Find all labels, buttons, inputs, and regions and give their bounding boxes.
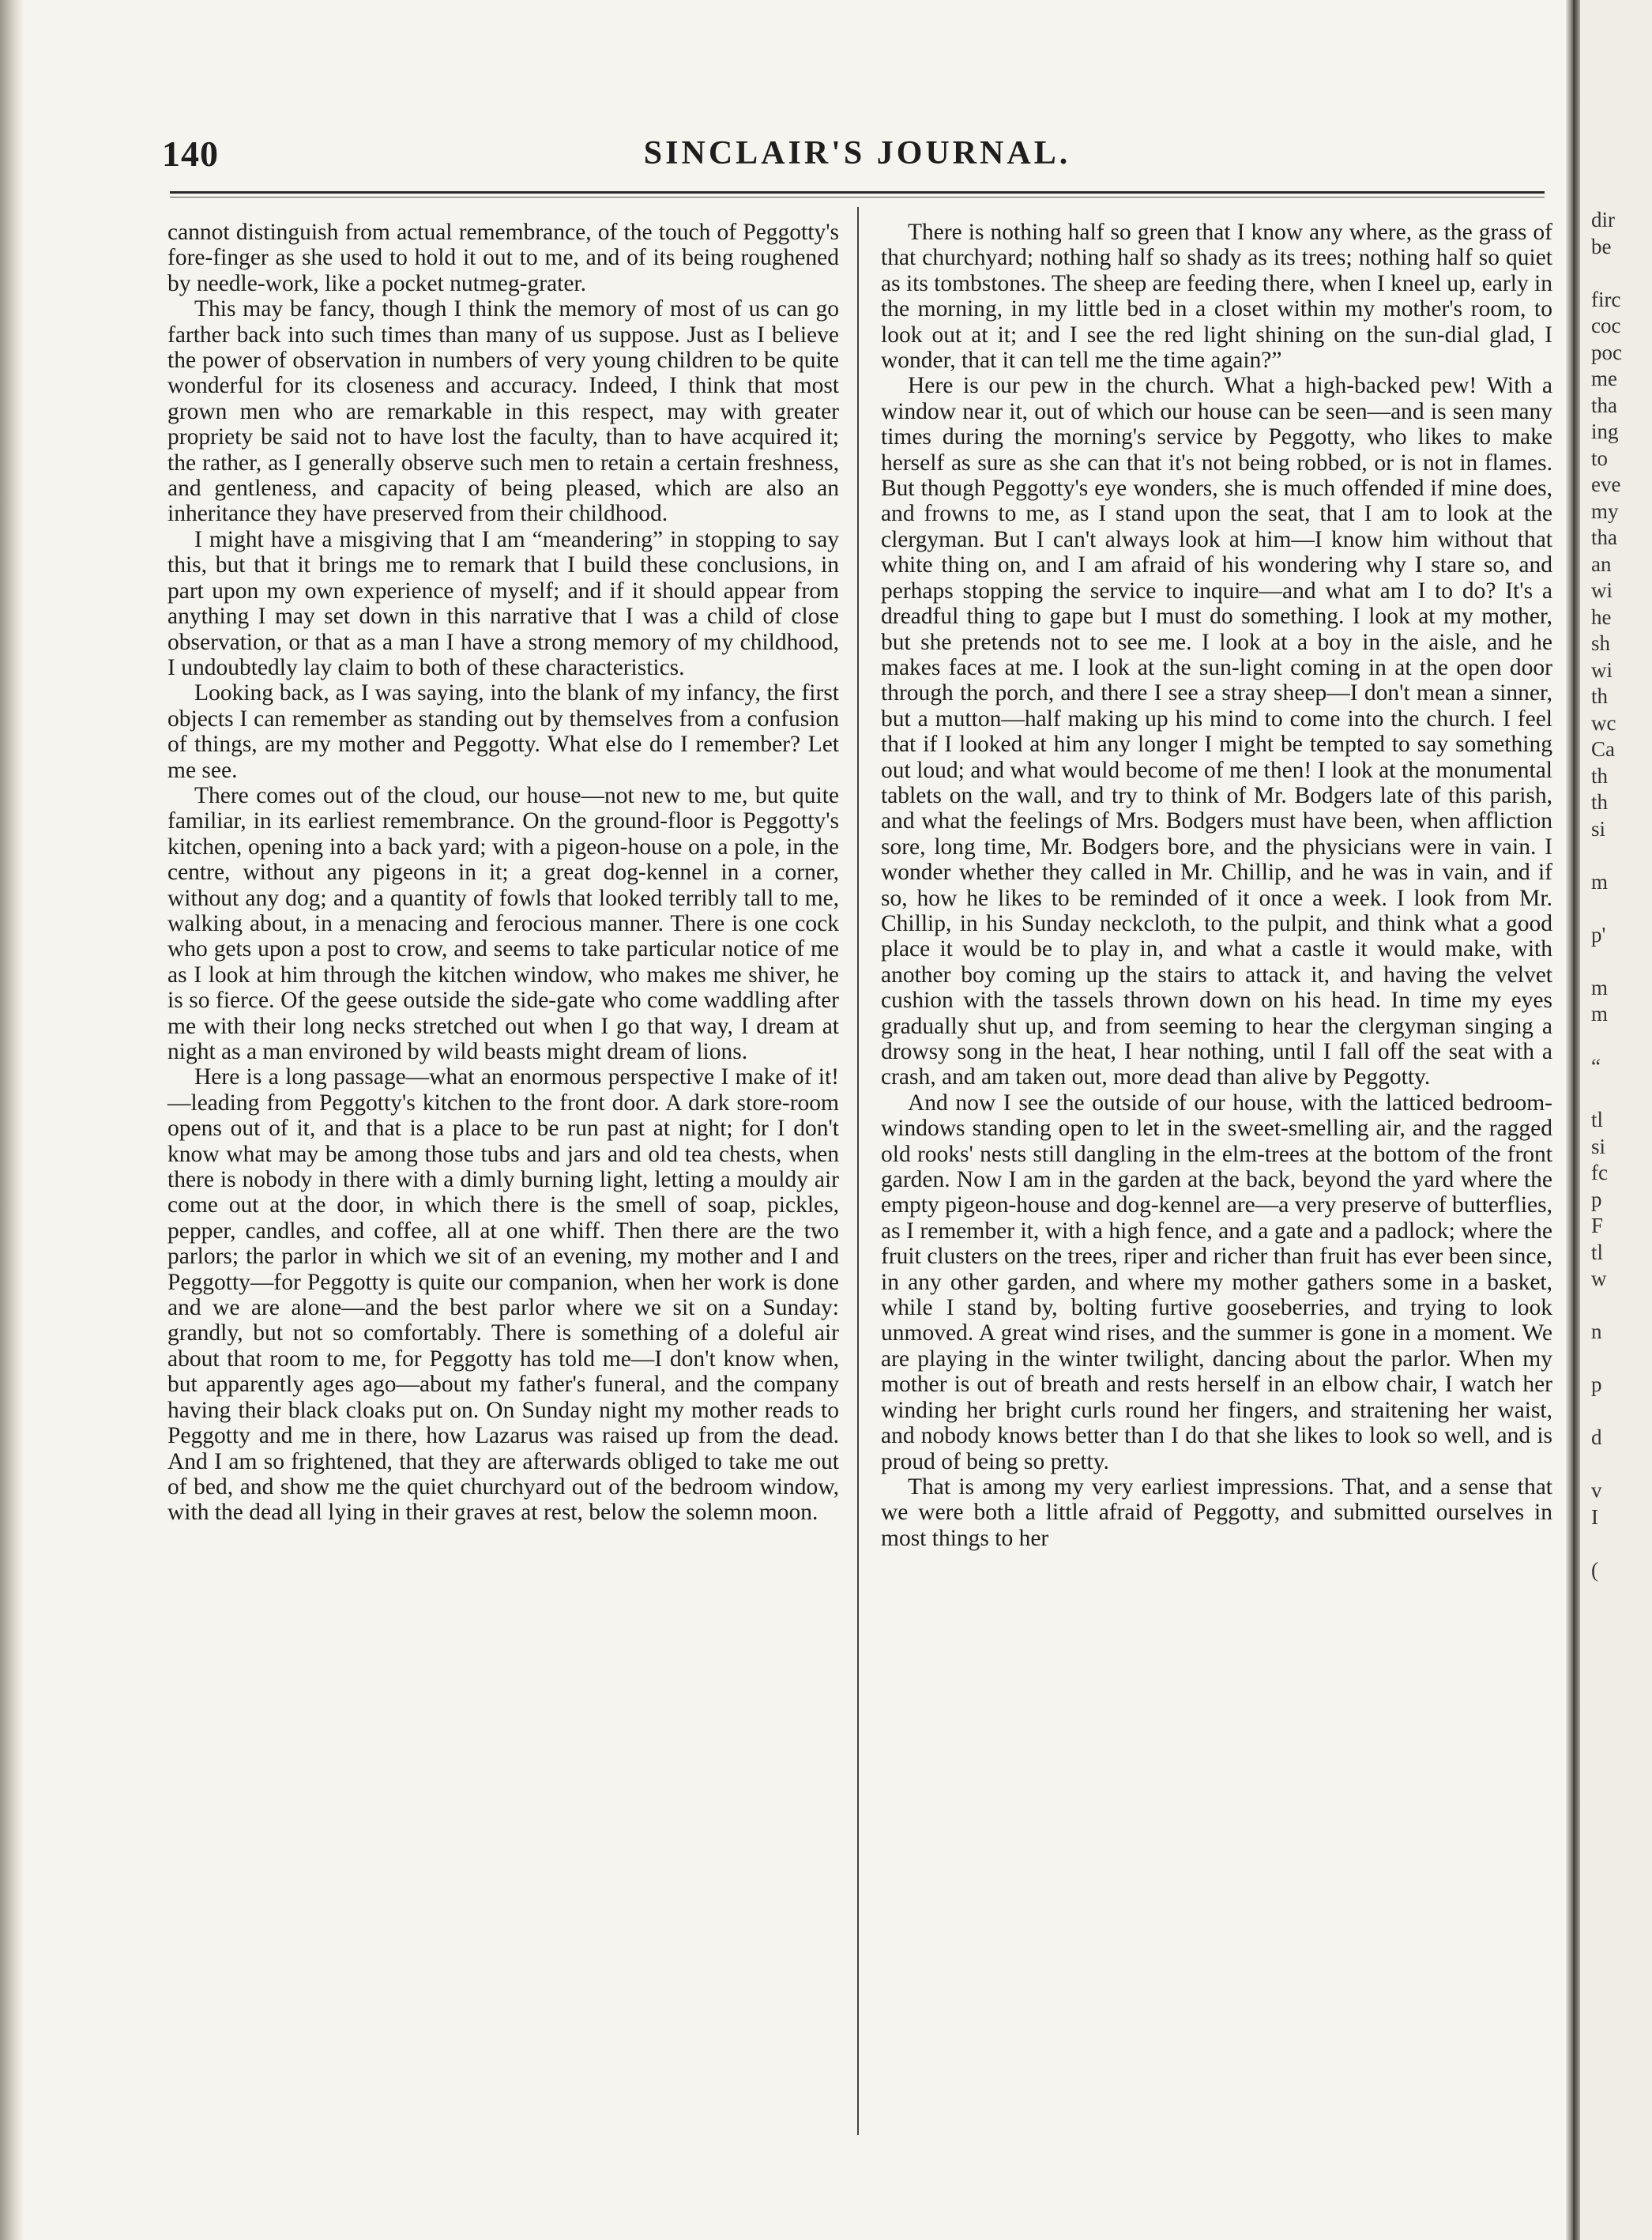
header-rule (170, 191, 1545, 194)
page-header (162, 133, 1552, 180)
next-page-fragment: to (1591, 446, 1609, 470)
next-page-fragment: p (1591, 1372, 1602, 1396)
next-page-fragment: si (1591, 1134, 1606, 1158)
next-page-fragment: dir (1591, 208, 1615, 232)
next-page-fragment: w (1591, 1267, 1607, 1290)
next-page-fragment: F (1591, 1214, 1604, 1237)
next-page-fragment: eve (1591, 472, 1621, 496)
next-page-fragment: ing (1591, 420, 1619, 443)
next-page-fragment: “ (1591, 1055, 1601, 1079)
paragraph: Here is a long passage—what an enormous perspective I make of it!—leading from Peggotty's kitchen to the front door. A dark store-room opens out of it, and that is a place to be run past at night; for I don't know what may be among those tubs and jars and old tea chests, when there is nobody in there with a dimly burning light, letting a mouldy air come out at the door, in which there is the smell of soap, pickles, pepper, candles, and coffee, all at one whiff. Then there are the two parlors; the parlor in which we sit of an evening, my mother and I and Peggotty—for Peggotty is quite our companion, when her work is done and we are alone—and the best parlor where we sit on a Sunday: grandly, but not so comfortably. There is something of a doleful air about that room to me, for Peggotty has told me—I don't know when, but apparently ages ago—about my father's funeral, and the company having their black cloaks put on. On Sunday night my mother reads to Peggotty and me in there, how Lazarus was raised up from the dead. And I am so frightened, that they are afterwards obliged to take me out of bed, and show me the quiet churchyard out of the bedroom window, with the dead all lying in their graves at rest, below the solemn moon. (167, 1064, 839, 1526)
next-page-fragment: wi (1591, 657, 1612, 682)
next-page-fragment: my (1591, 499, 1619, 523)
next-page-fragment: wi (1591, 578, 1612, 602)
paragraph: I might have a misgiving that I am “meandering” in stopping to say this, but that it brings me to remark that I build these conclusions, in part upon my own experience of myself; and if it should appear from anything I may set down in this narrative that I was a child of close observation, or that as a man I have a strong memory of my childhood, I undoubtedly lay claim to both of these characteristics. (167, 526, 839, 680)
next-page-fragment: coc (1591, 314, 1621, 337)
next-page-fragment: v (1591, 1478, 1602, 1502)
next-page-fragment: p' (1591, 922, 1606, 947)
left-column (167, 220, 839, 1526)
page-number: 140 (162, 134, 219, 174)
next-page-fragment: tl (1591, 1240, 1604, 1264)
next-page-fragment: he (1591, 604, 1612, 629)
next-page-fragment: m (1591, 869, 1609, 894)
next-page-fragment: wc (1591, 710, 1616, 735)
paragraph: Looking back, as I was saying, into the blank of my infancy, the first objects I can remember as standing out by themselves from a confusion of things, are my mother and Peggotty. What else do I remember? Let me see. (167, 680, 839, 783)
next-page-fragment: tha (1591, 525, 1617, 549)
next-page-fragment: th (1591, 763, 1609, 788)
paragraph: This may be fancy, though I think the memory of most of us can go farther back into such times than many of us suppose. Just as I believe the power of observation in numbers of very young children to be quite wonderful for its closeness and accuracy. Indeed, I think that most grown men who are remarkable in this respect, may with greater propriety be said not to have lost the faculty, than to have acquired it; the rather, as I generally observe such men to retain a certain freshness, and gentleness, and capacity of being pleased, which are also an inheritance they have preserved from their childhood. (167, 296, 839, 527)
next-page-fragment: be (1591, 234, 1612, 258)
paragraph: And now I see the outside of our house, with the latticed bedroom-windows standing open to let in the sweet-smelling air, and the ragged old rooks' nests still dangling in the elm-trees at the bottom of the front garden. Now I am in the garden at the back, beyond the yard where the empty pigeon-house and dog-kennel are—a very preserve of butterflies, as I remember it, with a high fence, and a gate and a padlock; where the fruit clusters on the trees, riper and richer than fruit has ever been since, in any other garden, and where my mother gathers some in a basket, while I stand by, bolting furtive gooseberries, and trying to look unmoved. A great wind rises, and the summer is gone in a moment. We are playing in the winter twilight, dancing about the parlor. When my mother is out of breath and rests herself in an elbow chair, I watch her winding her bright curls round her fingers, and straitening her waist, and nobody knows better than I do that she likes to look so well, and is proud of being so pretty. (881, 1090, 1552, 1474)
paragraph: That is among my very earliest impressions. That, and a sense that we were both a little afraid of Peggotty, and submitted ourselves in most things to her (881, 1474, 1552, 1551)
paragraph: There comes out of the cloud, our house—not new to me, but quite familiar, in its earliest remembrance. On the ground-floor is Peggotty's kitchen, opening into a back yard; with a pigeon-house on a pole, in the centre, without any pigeons in it; a great dog-kennel in a corner, without any dog; and a quantity of fowls that looked terribly tall to me, walking about, in a menacing and ferocious manner. There is one cock who gets upon a post to crow, and seems to take particular notice of me as I look at him through the kitchen window, who makes me shiver, he is so fierce. Of the geese outside the side-gate who come waddling after me with their long necks stretched out when I go that way, I dream at night as a man environed by wild beasts might dream of lions. (167, 782, 839, 1064)
book-gutter (1566, 0, 1580, 2240)
paragraph: cannot distinguish from actual remembrance, of the touch of Peggotty's fore-finger as she used to hold it out to me, and of its being roughened by needle-work, like a pocket nutmeg-grater. (167, 220, 839, 296)
next-page-fragment: m (1591, 975, 1609, 1000)
next-page-fragment: I (1591, 1504, 1598, 1529)
next-page-strip (1580, 0, 1652, 2240)
journal-title: SINCLAIR'S JOURNAL. (643, 135, 1071, 171)
next-page-fragment: firc (1591, 287, 1621, 311)
next-page-fragment: d (1591, 1425, 1602, 1449)
next-page-fragment: th (1591, 790, 1609, 814)
paragraph: Here is our pew in the church. What a high-backed pew! With a window near it, out of which our house can be seen—and is seen many times during the morning's service by Peggotty, who likes to make herself as sure as she can that it's not being robbed, or is not in flames. But though Peggotty's eye wonders, she is much offended if mine does, and frowns to me, as I stand upon the seat, that I am to look at the clergyman. But I can't always look at him—I know him without that white thing on, and I am afraid of his wondering why I stare so, and perhaps stopping the service to inquire—and what am I to do? It's a dreadful thing to gape but I must do something. I look at my mother, but she pretends not to see me. I look at a boy in the aisle, and he makes faces at me. I look at the sun-light coming in at the open door through the porch, and there I see a stray sheep—I don't mean a sinner, but a mutton—half making up his mind to come into the church. I feel that if I looked at him any longer I might be tempted to say something out loud; and what would become of me then! I look at the monumental tablets on the wall, and try to think of Mr. Bodgers late of this parish, and what the feelings of Mrs. Bodgers must have been, when affliction sore, long time, Mr. Bodgers bore, and the physicians were in vain. I wonder whether they called in Mr. Chillip, and he was in vain, and if so, how he likes to be reminded of it once a week. I look from Mr. Chillip, in his Sunday neckcloth, to the pulpit, and think what a good place it would be to play in, and what a castle it would make, with another boy coming up the stairs to attack it, and having the velvet cushion with the tassels thrown down on his head. In time my eyes gradually shut up, and from seeming to hear the clergyman singing a drowsy song in the heat, I hear nothing, until I fall off the seat with a crash, and am taken out, more dead than alive by Peggotty. (881, 373, 1552, 1090)
next-page-fragment: m (1591, 1002, 1609, 1026)
next-page-fragment: Ca (1591, 737, 1615, 761)
paragraph: There is nothing half so green that I know any where, as the grass of that churchyard; nothing half so shady as its trees; nothing half so quiet as its tombstones. The sheep are feeding there, when I kneel up, early in the morning, in my little bed in a closet within my mother's room, to look out at it; and I see the red light shining on the sun-dial glad, I wonder, that it can tell me the time again?” (881, 220, 1552, 374)
next-page-fragment: tl (1591, 1108, 1604, 1131)
next-page-fragment: an (1591, 552, 1612, 576)
next-page-fragment: me (1591, 367, 1617, 390)
next-page-fragment: th (1591, 684, 1609, 708)
next-page-fragment: sh (1591, 631, 1611, 655)
next-page-fragment: p (1591, 1187, 1602, 1211)
next-page-fragment: si (1591, 816, 1606, 841)
next-page-fragment: fc (1591, 1161, 1608, 1184)
page-edge-shadow (0, 0, 24, 2240)
next-page-fragment: ( (1591, 1557, 1598, 1582)
column-divider (857, 207, 859, 2135)
right-column (881, 220, 1552, 1551)
next-page-fragment: tha (1591, 393, 1617, 417)
next-page-fragment: poc (1591, 340, 1622, 364)
next-page-fragment: n (1591, 1320, 1602, 1343)
header-rule-thin (170, 197, 1545, 198)
